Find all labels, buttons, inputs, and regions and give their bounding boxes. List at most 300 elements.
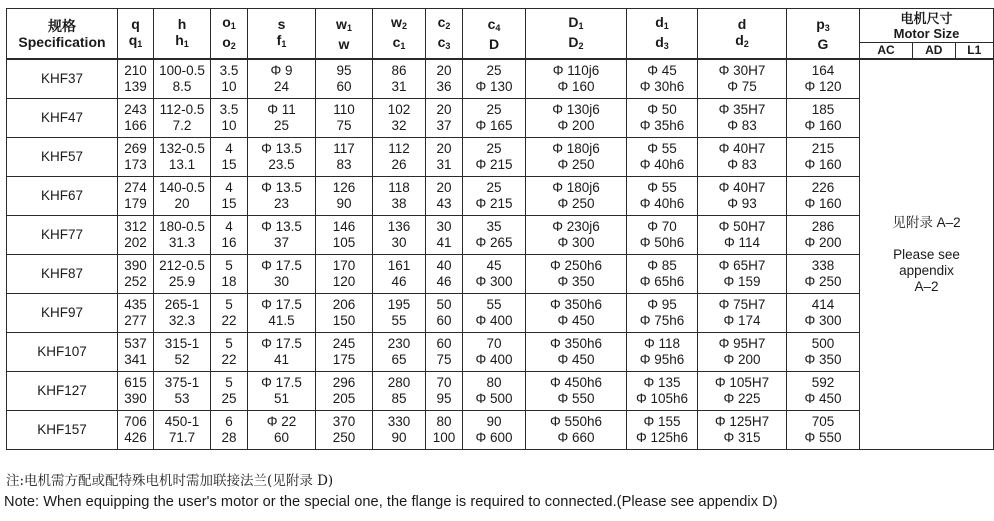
value-bottom: 37 (273, 235, 290, 250)
value-top: 705 (811, 414, 835, 429)
value-bottom: 15 (221, 196, 237, 211)
value-bottom: 23.5 (268, 157, 295, 172)
value-bottom: Φ 30h6 (639, 79, 685, 94)
value-bottom: Φ 95h6 (639, 352, 685, 367)
value-bottom: 15 (221, 157, 237, 172)
header-cell (426, 9, 463, 60)
value-top: 70 (436, 375, 452, 390)
header-bottom (627, 34, 697, 54)
value-top: 5 (225, 258, 233, 273)
table-row (7, 333, 994, 372)
value-top: 25 (486, 63, 502, 78)
value-cell (316, 411, 373, 450)
value-cell (118, 372, 154, 411)
value-top: Φ 50H7 (718, 219, 766, 234)
value-cell (698, 216, 787, 255)
value-top: 315-1 (164, 336, 200, 351)
value-top: 45 (486, 258, 502, 273)
value-bottom: Φ 50h6 (639, 235, 685, 250)
header-bottom-sub: 1 (137, 38, 143, 49)
value-cell (154, 294, 211, 333)
value-cell (248, 59, 316, 99)
value-top: 4 (225, 180, 233, 195)
value-bottom: Φ 40h6 (639, 196, 685, 211)
value-top: 95 (336, 63, 352, 78)
value-bottom: 83 (336, 157, 352, 172)
value-bottom: 25 (221, 391, 237, 406)
value-top: 280 (387, 375, 411, 390)
value-bottom: 120 (332, 274, 356, 289)
value-cell (426, 333, 463, 372)
value-cell (526, 138, 627, 177)
value-cell (316, 216, 373, 255)
header-bottom-text: c (437, 33, 446, 50)
value-top: Φ 118 (643, 336, 681, 351)
value-top: Φ 9 (270, 63, 293, 78)
value-cell (787, 177, 860, 216)
header-top-sub: 1 (230, 20, 236, 31)
value-cell (463, 294, 526, 333)
header-bottom-sub: 1 (281, 38, 287, 49)
spec-cell: KHF57 (7, 138, 118, 177)
value-top: 161 (387, 258, 411, 273)
value-bottom: 20 (174, 196, 190, 211)
value-top: 338 (811, 258, 835, 273)
header-bottom-text: G (817, 35, 829, 52)
value-bottom: Φ 265 (475, 235, 513, 250)
value-top: 4 (225, 219, 233, 234)
value-cell (698, 333, 787, 372)
value-top: 414 (811, 297, 835, 312)
value-cell (526, 333, 627, 372)
value-bottom: Φ 105h6 (635, 391, 689, 406)
value-cell (248, 255, 316, 294)
motor-size-col-ac: AC (877, 43, 895, 57)
header-bottom-sub: 2 (578, 40, 584, 51)
header-bottom-text: d (655, 33, 664, 50)
value-cell (154, 177, 211, 216)
value-cell (426, 177, 463, 216)
header-bottom-text: c (392, 33, 401, 50)
header-top (698, 16, 786, 32)
motor-size-title-cn: 电机尺寸 (900, 10, 953, 26)
value-bottom: 341 (124, 352, 147, 367)
header-bottom-text: Specification (18, 33, 106, 50)
value-top: Φ 35H7 (718, 102, 766, 117)
header-bottom-text: h (175, 31, 184, 48)
value-top: 86 (391, 63, 407, 78)
value-top: Φ 110j6 (552, 63, 600, 78)
header-top-text: o (222, 13, 231, 30)
value-top: 5 (225, 297, 233, 312)
header-top-sub: 2 (401, 20, 407, 31)
value-top: 25 (486, 141, 502, 156)
value-bottom: Φ 83 (727, 157, 757, 172)
table-row (7, 294, 994, 333)
motor-size-cols (860, 42, 993, 58)
value-bottom: Φ 225 (723, 391, 761, 406)
value-bottom: 90 (391, 430, 407, 445)
value-bottom: 31 (436, 157, 452, 172)
header-top-text: w (391, 13, 402, 30)
value-top: 30 (436, 219, 452, 234)
table-body (7, 59, 994, 450)
value-top: 370 (332, 414, 356, 429)
value-top: 3.5 (219, 102, 239, 117)
motor-size-box (860, 9, 993, 58)
value-cell (787, 333, 860, 372)
header-bottom (154, 32, 210, 52)
value-cell (627, 294, 698, 333)
header-top-sub: 3 (824, 22, 830, 33)
value-bottom: Φ 160 (557, 79, 595, 94)
table-row (7, 216, 994, 255)
value-top: Φ 550h6 (549, 414, 603, 429)
value-top: Φ 40H7 (718, 180, 766, 195)
value-bottom: Φ 120 (804, 79, 842, 94)
value-bottom: 24 (273, 79, 290, 94)
value-top: Φ 55 (647, 180, 677, 195)
value-cell (627, 372, 698, 411)
value-bottom: 30 (391, 235, 407, 250)
value-cell (316, 138, 373, 177)
value-top: 195 (387, 297, 411, 312)
header-top-text: s (277, 15, 286, 32)
value-bottom: 60 (336, 79, 352, 94)
value-top: Φ 180j6 (552, 180, 600, 195)
value-top: Φ 230j6 (552, 219, 600, 234)
value-cell (154, 411, 211, 450)
value-bottom: 95 (436, 391, 452, 406)
value-cell (248, 411, 316, 450)
value-top: Φ 17.5 (261, 258, 302, 273)
value-top: Φ 125H7 (714, 414, 770, 429)
value-cell (154, 255, 211, 294)
header-top-text: w (336, 15, 347, 32)
value-bottom: Φ 550 (804, 430, 842, 445)
value-top: 206 (332, 297, 356, 312)
value-top: Φ 450h6 (549, 375, 603, 390)
table-row (7, 177, 994, 216)
header-bottom-text: q (128, 31, 138, 48)
value-top: Φ 17.5 (261, 297, 302, 312)
value-cell (426, 138, 463, 177)
value-bottom: 75 (336, 118, 352, 133)
header-bottom-text: w (338, 35, 350, 52)
value-bottom: 150 (332, 313, 356, 328)
value-bottom: 25.9 (168, 274, 196, 289)
value-bottom: Φ 300 (475, 274, 513, 289)
spec-cell: KHF67 (7, 177, 118, 216)
value-cell (118, 333, 154, 372)
value-cell (787, 372, 860, 411)
value-top: 136 (387, 219, 411, 234)
value-bottom: Φ 40h6 (639, 157, 685, 172)
value-cell (248, 216, 316, 255)
value-bottom: Φ 83 (727, 118, 757, 133)
value-top: 435 (124, 297, 147, 312)
value-top: 274 (124, 180, 147, 195)
value-cell (526, 372, 627, 411)
motor-size-col-ad: AD (912, 43, 955, 58)
value-top: Φ 30H7 (718, 63, 766, 78)
value-top: 185 (811, 102, 835, 117)
value-bottom: 55 (391, 313, 407, 328)
value-top: 4 (225, 141, 233, 156)
value-cell (463, 59, 526, 99)
value-cell (316, 59, 373, 99)
header-bottom (373, 34, 425, 54)
value-cell (426, 411, 463, 450)
value-cell (211, 294, 248, 333)
value-top: 126 (332, 180, 356, 195)
value-top: 164 (811, 63, 835, 78)
value-cell (463, 99, 526, 138)
value-cell (463, 333, 526, 372)
value-bottom: 13.1 (168, 157, 196, 172)
value-top: Φ 13.5 (261, 141, 302, 156)
header-bottom-sub: 1 (400, 40, 406, 51)
header-bottom-sub: 1 (183, 38, 189, 49)
value-top: 20 (436, 141, 452, 156)
value-top: 615 (124, 375, 147, 390)
value-cell (463, 216, 526, 255)
value-bottom: Φ 200 (557, 118, 595, 133)
value-bottom: Φ 174 (723, 313, 761, 328)
value-top: Φ 11 (267, 102, 296, 117)
value-bottom: 18 (221, 274, 237, 289)
value-bottom: Φ 450 (804, 391, 842, 406)
spec-table (6, 8, 994, 450)
value-top: Φ 70 (647, 219, 677, 234)
value-bottom: 277 (124, 313, 147, 328)
value-bottom: 32.3 (168, 313, 196, 328)
value-cell (698, 255, 787, 294)
value-cell (526, 255, 627, 294)
spec-cell: KHF107 (7, 333, 118, 372)
value-cell (248, 333, 316, 372)
value-bottom: 175 (332, 352, 356, 367)
value-cell (248, 99, 316, 138)
value-bottom: Φ 200 (804, 235, 842, 250)
value-cell (154, 99, 211, 138)
value-cell (426, 372, 463, 411)
value-bottom: 166 (124, 118, 147, 133)
value-bottom: Φ 400 (475, 313, 513, 328)
value-bottom: 26 (391, 157, 407, 172)
header-top-sub: 1 (578, 20, 584, 31)
value-top: 25 (486, 102, 502, 117)
motor-size-title-en: Motor Size (893, 25, 960, 41)
value-cell (426, 216, 463, 255)
header-top-sub: 1 (346, 22, 352, 33)
value-bottom: 105 (332, 235, 356, 250)
value-cell (154, 216, 211, 255)
header-top-text: 规格 (48, 17, 76, 34)
value-top: 390 (124, 258, 147, 273)
value-cell (627, 255, 698, 294)
value-top: 80 (486, 375, 502, 390)
value-bottom: Φ 165 (475, 118, 513, 133)
value-top: 132-0.5 (159, 141, 205, 156)
value-top: 100-0.5 (159, 63, 205, 78)
value-top: 55 (486, 297, 502, 312)
value-bottom: 250 (332, 430, 356, 445)
value-cell (627, 177, 698, 216)
value-top: 286 (811, 219, 835, 234)
value-top: 90 (486, 414, 502, 429)
header-bottom (316, 36, 372, 52)
table-row (7, 372, 994, 411)
value-cell (373, 333, 426, 372)
spec-cell: KHF157 (7, 411, 118, 450)
value-top: Φ 22 (266, 414, 297, 429)
value-bottom: Φ 114 (723, 235, 761, 250)
header-bottom-sub: 3 (445, 40, 451, 51)
value-top: 117 (333, 141, 355, 156)
value-top: 146 (332, 219, 356, 234)
header-top-text: h (177, 15, 187, 32)
value-bottom: 25 (273, 118, 290, 133)
value-cell (426, 294, 463, 333)
value-bottom: Φ 350 (804, 352, 842, 367)
value-top: Φ 55 (647, 141, 677, 156)
note-english: Note: When equipping the user's motor or the special one, the flange is required to connected.(Please see appendix D) (4, 494, 778, 510)
header-cell (463, 9, 526, 60)
value-cell (627, 59, 698, 99)
value-bottom: Φ 215 (475, 196, 513, 211)
value-cell (316, 99, 373, 138)
value-cell (526, 177, 627, 216)
header-bottom (426, 34, 462, 54)
header-top-text: D (568, 13, 579, 30)
value-top: Φ 130j6 (552, 102, 600, 117)
value-top: Φ 13.5 (261, 219, 302, 234)
table-row (7, 255, 994, 294)
value-bottom: Φ 65h6 (639, 274, 685, 289)
value-bottom: Φ 160 (804, 157, 842, 172)
value-top: 110 (333, 102, 355, 117)
value-cell (316, 255, 373, 294)
header-top-text: p (816, 15, 825, 32)
value-bottom: 41 (273, 352, 290, 367)
value-bottom: 30 (273, 274, 290, 289)
value-bottom: 22 (221, 313, 237, 328)
value-top: Φ 17.5 (261, 336, 302, 351)
header-cell (7, 9, 118, 60)
value-bottom: 31 (391, 79, 407, 94)
value-bottom: 10 (221, 118, 237, 133)
value-cell (154, 138, 211, 177)
value-cell (463, 138, 526, 177)
value-bottom: 32 (391, 118, 407, 133)
header-bottom-text: f (276, 31, 282, 48)
spec-cell: KHF97 (7, 294, 118, 333)
value-bottom: 37 (436, 118, 452, 133)
value-cell (426, 255, 463, 294)
value-bottom: 52 (174, 352, 190, 367)
value-top: Φ 155 (643, 414, 681, 429)
value-bottom: Φ 35h6 (639, 118, 685, 133)
header-bottom (248, 32, 315, 52)
value-top: 70 (486, 336, 502, 351)
value-bottom: Φ 350 (557, 274, 595, 289)
value-bottom: Φ 160 (804, 196, 842, 211)
value-top: Φ 13.5 (261, 180, 302, 195)
value-bottom: 16 (221, 235, 237, 250)
value-bottom: 23 (273, 196, 290, 211)
value-cell (698, 177, 787, 216)
header-cell (787, 9, 860, 60)
value-cell (118, 255, 154, 294)
value-cell (211, 372, 248, 411)
value-top: 226 (811, 180, 835, 195)
value-cell (698, 59, 787, 99)
value-cell (373, 138, 426, 177)
value-cell (787, 294, 860, 333)
value-cell (211, 59, 248, 99)
motor-note-en-line: A–2 (914, 278, 939, 294)
value-cell (373, 255, 426, 294)
value-cell (463, 372, 526, 411)
value-cell (698, 372, 787, 411)
value-bottom: Φ 250 (804, 274, 842, 289)
value-top: 40 (436, 258, 452, 273)
value-cell (698, 411, 787, 450)
value-cell (118, 99, 154, 138)
value-top: Φ 135 (643, 375, 681, 390)
value-bottom: 41 (436, 235, 452, 250)
value-top: 375-1 (164, 375, 200, 390)
header-bottom (526, 34, 626, 54)
value-top: 6 (225, 414, 233, 429)
header-top (426, 14, 462, 34)
spec-cell: KHF47 (7, 99, 118, 138)
value-cell (373, 99, 426, 138)
value-top: 60 (436, 336, 452, 351)
header-cell (627, 9, 698, 60)
value-top: 210 (124, 63, 147, 78)
value-bottom: Φ 250 (557, 157, 595, 172)
table-row (7, 99, 994, 138)
note-chinese: 注:电机需方配或配特殊电机时需加联接法兰(见附录 D) (6, 473, 334, 489)
value-top: 537 (124, 336, 147, 351)
header-top-text: d (655, 13, 664, 30)
value-cell (248, 138, 316, 177)
header-top (627, 14, 697, 34)
header-bottom (7, 34, 117, 50)
header-top (373, 14, 425, 34)
header-top (248, 16, 315, 32)
value-top: Φ 105H7 (714, 375, 770, 390)
value-cell (698, 294, 787, 333)
value-top: 20 (436, 102, 452, 117)
value-bottom: Φ 300 (804, 313, 842, 328)
value-cell (211, 138, 248, 177)
value-cell (787, 255, 860, 294)
value-cell (526, 99, 627, 138)
header-bottom (211, 34, 247, 54)
value-top: 112 (388, 141, 410, 156)
header-cell (526, 9, 627, 60)
value-cell (211, 177, 248, 216)
value-cell (698, 99, 787, 138)
motor-note-en-line: appendix (899, 262, 954, 278)
value-cell (316, 372, 373, 411)
value-top: Φ 17.5 (261, 375, 302, 390)
value-cell (787, 99, 860, 138)
value-bottom: 60 (436, 313, 452, 328)
